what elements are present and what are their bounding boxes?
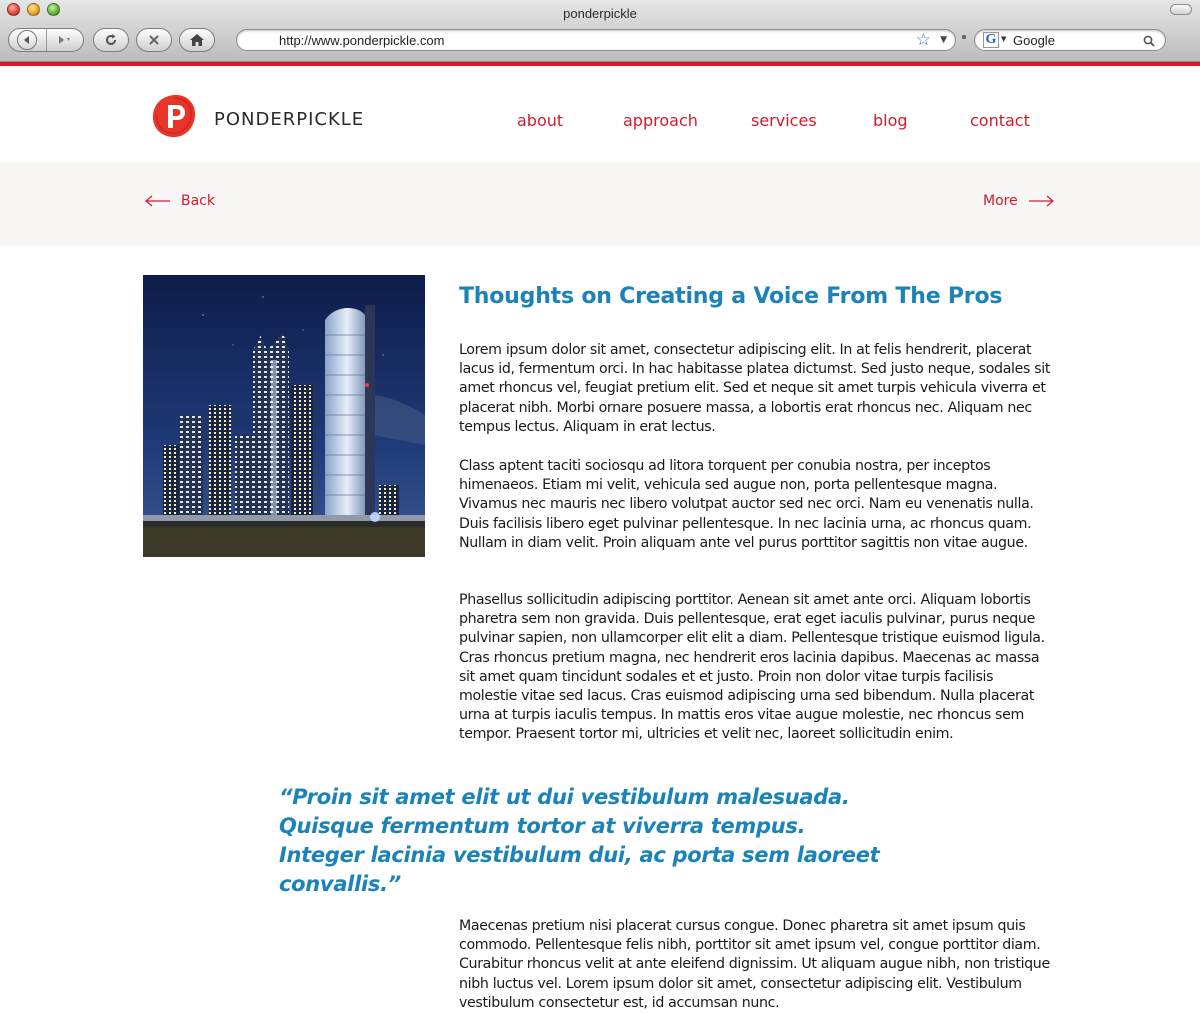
main-navigation xyxy=(0,111,1200,133)
toolbar-toggle-button[interactable] xyxy=(1170,4,1192,15)
history-dropdown-icon[interactable]: ▼ xyxy=(940,35,947,45)
pull-quote-line: convallis.” xyxy=(279,872,401,896)
toolbar-separator xyxy=(962,35,966,39)
article-title: Thoughts on Creating a Voice From The Pros xyxy=(459,284,1003,309)
article-paragraph: Phasellus sollicitudin adipiscing porttitor. Aenean sit amet ante orci. Aliquam lobortis pharetra sem non gravida. Duis pellentesque, erat eget iaculis pulvinar, purus neque pulvinar sapien, non ullamcorper elit elit a diam. Pellentesque tristique euismod ligula. Cras rhoncus pretium magna, nec hendrerit eros lacinia dapibus. Maecenas ac massa sit amet quam tincidunt sodales et et justo. Proin non dolor vitae turpis facilisis molestie vitae sed lacus. Cras euismod adipiscing urna sed bibendum. Nulla placerat urna at turpis iaculis tempus. In mattis eros vitae augue molestie, nec rhoncus sem tempor. Praesent tortor mi, ultricies et velit nec, laoreet sollicitudin enim. xyxy=(459,592,1045,743)
article-paragraph: Lorem ipsum dolor sit amet, consectetur adipiscing elit. In at felis hendrerit, placerat lacus id, fermentum orci. In hac habitasse platea dictumst. Sed justo neque, sodales sit amet rhoncus vel, feugiat pretium elit. Sed et neque sit amet turpis vehicula viverra et placerat nibh. Morbi ornare posuere massa, a lobortis erat rhoncus nec. Aliquam nec tempus lectus. Aliquam in erat lectus. xyxy=(459,342,1051,435)
back-button[interactable] xyxy=(9,29,46,51)
back-link[interactable] xyxy=(145,193,215,209)
search-field[interactable] xyxy=(974,29,1166,51)
back-arrow-icon xyxy=(17,30,37,50)
pull-quote-line: “Proin sit amet elit ut dui vestibulum malesuada. xyxy=(279,785,850,809)
arrow-right-icon xyxy=(1028,195,1054,207)
nav-item-blog[interactable]: blog xyxy=(873,111,908,130)
search-placeholder: Google xyxy=(1013,33,1055,48)
history-navigation xyxy=(8,28,84,52)
brand-wordmark: ponderpickle xyxy=(214,101,365,131)
home-button[interactable] xyxy=(179,28,215,52)
stop-button[interactable] xyxy=(136,28,172,52)
browser-toolbar xyxy=(0,0,1200,62)
pull-quote-line: Quisque fermentum tortor at viverra tempus. xyxy=(279,814,806,838)
magnifier-icon[interactable] xyxy=(1143,31,1155,51)
pull-quote xyxy=(279,783,919,899)
forward-button[interactable] xyxy=(46,29,84,51)
article-image-city-skyline xyxy=(143,275,425,557)
reload-icon xyxy=(104,33,118,47)
nav-item-services[interactable]: services xyxy=(751,111,817,130)
address-bar[interactable] xyxy=(236,29,956,51)
post-pager-bar xyxy=(0,162,1200,246)
reload-button[interactable] xyxy=(93,28,129,52)
window-title: ponderpickle xyxy=(563,6,637,21)
nav-item-contact[interactable]: contact xyxy=(970,111,1030,130)
stop-icon xyxy=(148,34,160,46)
arrow-left-icon xyxy=(145,195,171,207)
pull-quote-line: Integer lacinia vestibulum dui, ac porta sem laoreet xyxy=(279,843,880,867)
back-link-label: Back xyxy=(181,193,215,209)
more-link-label: More xyxy=(983,193,1018,209)
nav-item-approach[interactable]: approach xyxy=(623,111,698,130)
site-top-bar xyxy=(0,62,1200,66)
search-engine-dropdown-icon[interactable]: ▼ xyxy=(1001,35,1007,43)
article-paragraph: Class aptent taciti sociosqu ad litora torquent per conubia nostra, per inceptos himenaeos. Etiam mi velit, vehicula sed augue non, porta pellentesque magna. Vivamus nec mauris nec libero volutpat auctor sed nec orci. Nam eu venenatis nulla. Duis facilisis libero eget pulvinar pellentesque. In nec lacinia urna, ac rhoncus quam. Nullam in diam velit. Proin aliquam ante vel purus porttitor sagittis non vitae augue. xyxy=(459,458,1034,551)
more-link[interactable] xyxy=(983,193,1054,209)
address-bar-url: http://www.ponderpickle.com xyxy=(279,33,445,48)
article-paragraph: Maecenas pretium nisi placerat cursus congue. Donec pharetra sit amet ipsum quis commodo. Pellentesque felis nibh, porttitor sit amet ipsum vel, congue porttitor diam. Curabitur rhoncus velit at ante eleifend dignissim. Ut aliquam augue nibh, non tristique nibh luctus vel. Lorem ipsum dolor sit amet, consectetur adipiscing elit. Vestibulum vestibulum consectetur est, id accumsan nunc. xyxy=(459,918,1050,1011)
forward-arrow-icon xyxy=(57,35,73,45)
home-icon xyxy=(190,34,204,46)
nav-item-about[interactable]: about xyxy=(517,111,564,130)
search-engine-icon[interactable]: G xyxy=(983,32,999,48)
bookmark-star-icon[interactable]: ☆ xyxy=(915,30,931,50)
